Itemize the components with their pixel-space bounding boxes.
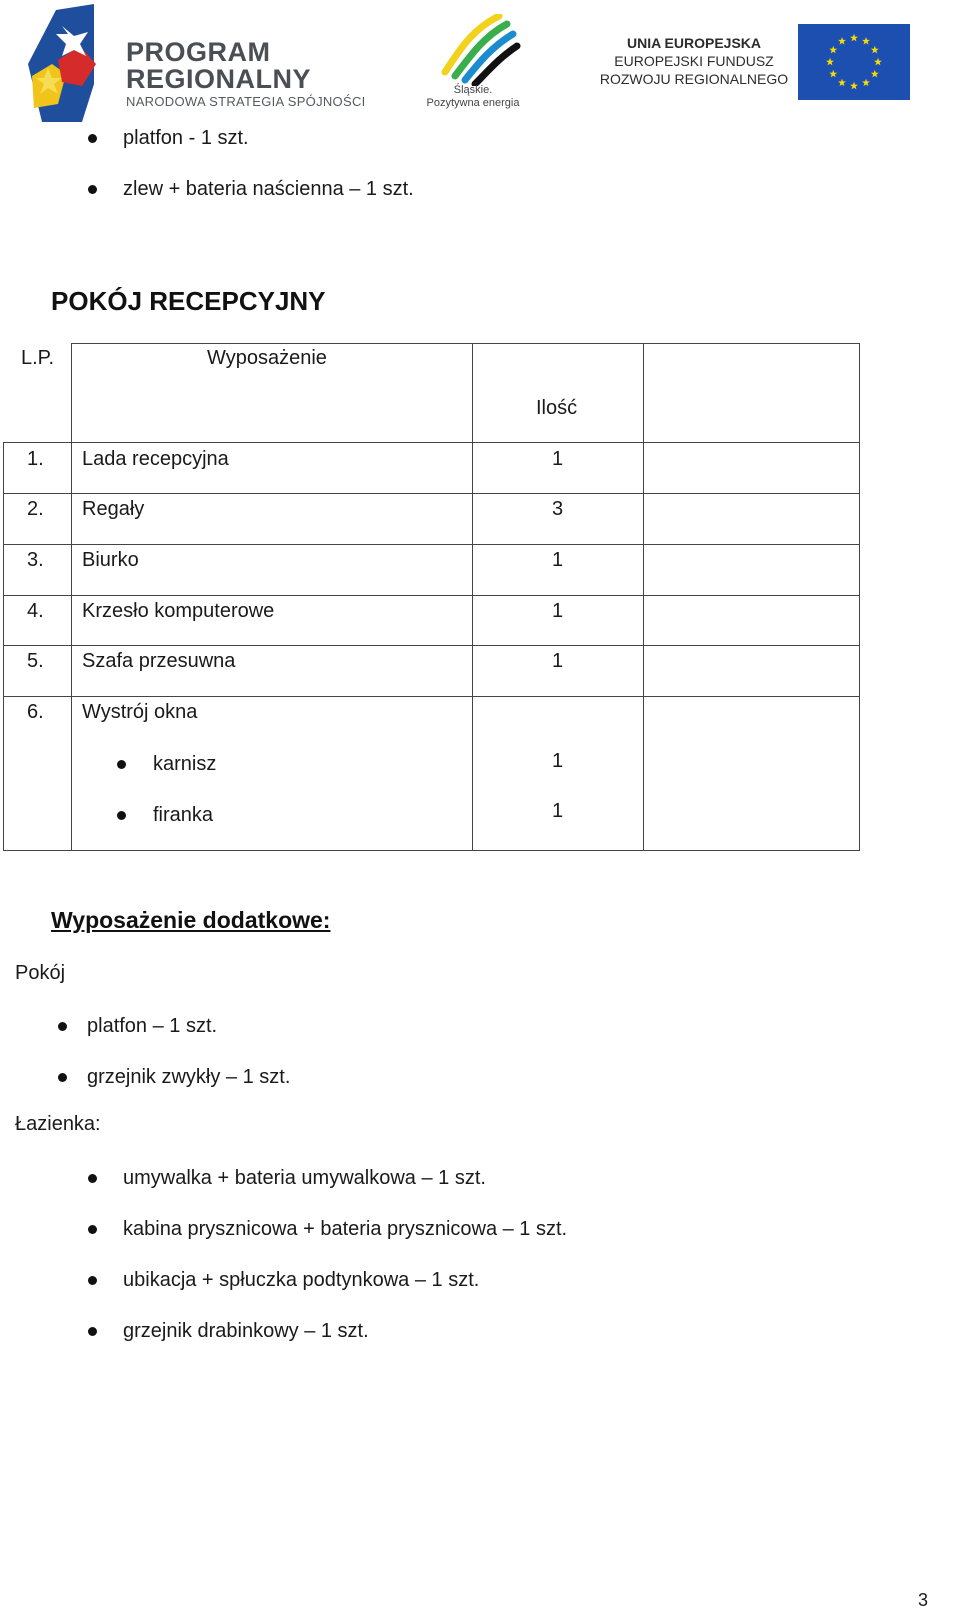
table-border xyxy=(643,343,644,851)
page-number: 3 xyxy=(918,1590,929,1610)
header-qty: Ilość xyxy=(536,397,578,419)
table-border xyxy=(3,442,4,851)
list-item xyxy=(88,1164,486,1192)
row-item: Regały xyxy=(82,498,145,520)
row-lp: 6. xyxy=(27,701,44,723)
table-border xyxy=(3,850,860,851)
list-item-text: umywalka + bateria umywalkowa – 1 szt. xyxy=(123,1166,486,1189)
list-item xyxy=(58,1063,290,1091)
extra-title: Wyposażenie dodatkowe: xyxy=(51,907,331,933)
bullet-icon xyxy=(88,1225,97,1234)
equipment-table xyxy=(3,343,860,851)
program-regionalny-logo xyxy=(22,4,382,122)
row-qty: 1 xyxy=(552,650,564,672)
list-item-text: zlew + bateria naścienna – 1 szt. xyxy=(123,177,414,200)
table-border xyxy=(3,442,860,443)
bullet-icon xyxy=(88,1174,97,1183)
table-border xyxy=(3,493,860,494)
list-item-text: kabina prysznicowa + bateria prysznicowa – 1 szt. xyxy=(123,1217,568,1240)
list-item-text: grzejnik zwykły – 1 szt. xyxy=(87,1065,291,1088)
row-item: Biurko xyxy=(82,549,139,571)
list-item xyxy=(88,1317,369,1345)
bullet-icon xyxy=(117,811,126,820)
sub-item-label: karnisz xyxy=(153,752,217,775)
table-border xyxy=(71,343,860,344)
sub-item xyxy=(117,750,216,778)
sub-item-qty: 1 xyxy=(552,750,564,772)
row-lp: 3. xyxy=(27,549,44,571)
bullet-icon xyxy=(58,1022,67,1031)
row-qty: 1 xyxy=(552,549,564,571)
row-lp: 1. xyxy=(27,448,44,470)
list-item xyxy=(88,1215,567,1243)
row-item: Krzesło komputerowe xyxy=(82,600,275,622)
eu-logo xyxy=(596,24,912,104)
row-lp: 2. xyxy=(27,498,44,520)
program-regionalny-emblem-icon xyxy=(22,4,120,122)
room-label: Pokój xyxy=(15,962,66,984)
list-item xyxy=(88,124,249,152)
list-item-text: platfon – 1 szt. xyxy=(87,1014,218,1037)
list-item-text: platfon - 1 szt. xyxy=(123,126,249,149)
slaskie-logo-line2: Pozytywna energia xyxy=(426,97,520,109)
bullet-icon xyxy=(88,1276,97,1285)
bullet-icon xyxy=(88,185,97,194)
eu-logo-line3: ROZWOJU REGIONALNEGO xyxy=(599,71,789,87)
table-border xyxy=(3,696,860,697)
bullet-icon xyxy=(117,760,126,769)
sub-item-qty: 1 xyxy=(552,800,564,822)
sub-item-label: firanka xyxy=(153,803,214,826)
table-border xyxy=(71,343,72,851)
eu-flag-icon xyxy=(798,24,910,100)
row-qty: 1 xyxy=(552,600,564,622)
list-item-text: grzejnik drabinkowy – 1 szt. xyxy=(123,1319,369,1342)
eu-logo-line1: UNIA EUROPEJSKA xyxy=(626,35,762,51)
bullet-icon xyxy=(88,134,97,143)
row-lp: 4. xyxy=(27,600,44,622)
table-border xyxy=(3,595,860,596)
row-qty: 1 xyxy=(552,448,564,470)
list-item-text: ubikacja + spłuczka podtynkowa – 1 szt. xyxy=(123,1268,480,1291)
bullet-icon xyxy=(88,1327,97,1336)
row-item: Szafa przesuwna xyxy=(82,650,236,672)
list-item xyxy=(58,1012,217,1040)
row-qty: 3 xyxy=(552,498,564,520)
program-logo-line2: REGIONALNY xyxy=(126,64,312,94)
slaskie-logo xyxy=(418,14,528,114)
row-lp: 5. xyxy=(27,650,44,672)
header-lp: L.P. xyxy=(21,347,54,369)
eu-logo-line2: EUROPEJSKI FUNDUSZ xyxy=(614,53,774,69)
row-item: Lada recepcyjna xyxy=(82,448,229,470)
slaskie-wave-icon xyxy=(423,14,523,86)
section-title: POKÓJ RECEPCYJNY xyxy=(51,286,326,316)
program-logo-line1: PROGRAM xyxy=(126,37,271,67)
header-item: Wyposażenie xyxy=(207,347,327,369)
table-border xyxy=(472,343,473,851)
list-item xyxy=(88,1266,479,1294)
bullet-icon xyxy=(58,1073,67,1082)
list-item xyxy=(88,175,414,203)
table-border xyxy=(859,343,860,851)
table-border xyxy=(3,645,860,646)
bath-label: Łazienka: xyxy=(15,1113,101,1135)
slaskie-logo-line1: Śląskie. xyxy=(453,84,493,96)
program-logo-subtitle: NARODOWA STRATEGIA SPÓJNOŚCI xyxy=(126,94,366,109)
row-item: Wystrój okna xyxy=(82,701,198,723)
sub-item xyxy=(117,801,213,829)
table-border xyxy=(3,544,860,545)
